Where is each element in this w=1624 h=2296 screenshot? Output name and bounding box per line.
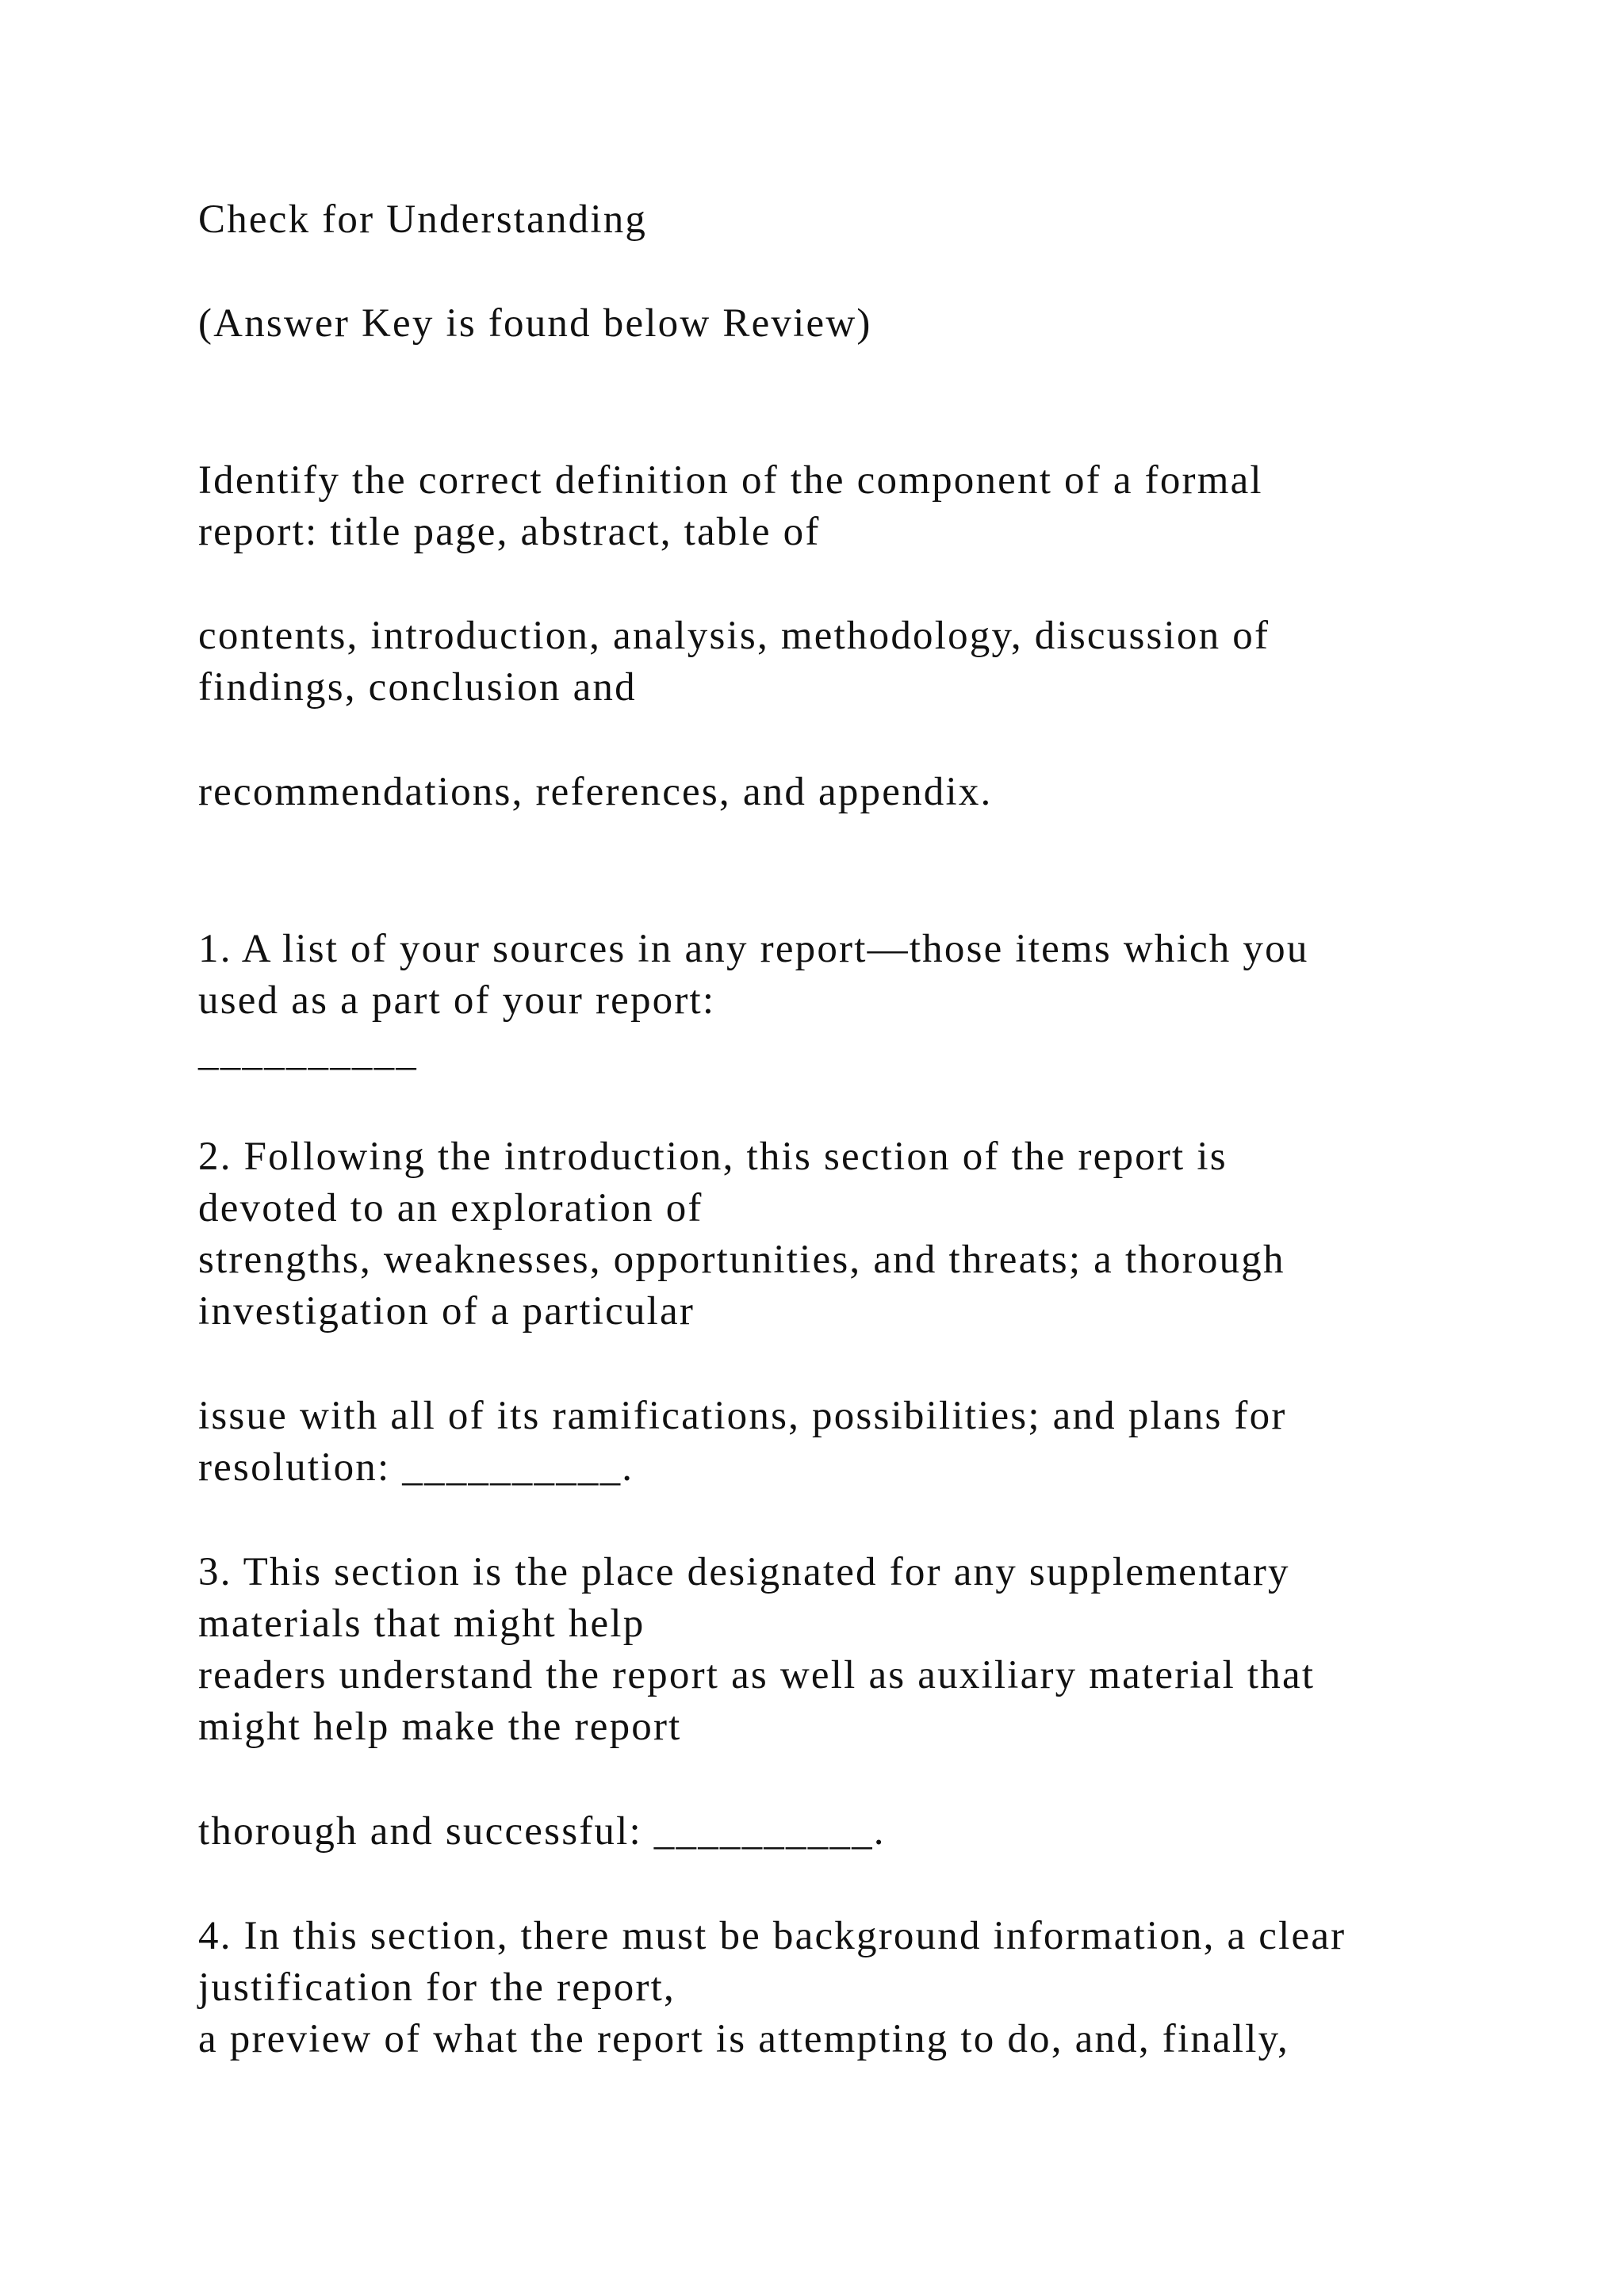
- question-1-line: used as a part of your report:: [198, 978, 716, 1023]
- question-2-line: devoted to an exploration of: [198, 1186, 703, 1230]
- question-2-line: resolution: __________.: [198, 1445, 634, 1490]
- question-1-line: 1. A list of your sources in any report—those items which you: [198, 927, 1309, 971]
- question-2-line: investigation of a particular: [198, 1289, 695, 1334]
- instructions-line: recommendations, references, and appendix.: [198, 770, 993, 814]
- instructions-line: Identify the correct definition of the component of a formal: [198, 458, 1263, 503]
- question-3-line: readers understand the report as well as auxiliary material that: [198, 1653, 1316, 1697]
- question-2-line: strengths, weaknesses, opportunities, and threats; a thorough: [198, 1238, 1285, 1282]
- question-3-line: materials that might help: [198, 1601, 645, 1646]
- question-4-line: a preview of what the report is attempting to do, and, finally,: [198, 2017, 1289, 2061]
- question-2-line: issue with all of its ramifications, possibilities; and plans for: [198, 1394, 1287, 1438]
- instructions-line: report: title page, abstract, table of: [198, 510, 821, 554]
- page-heading: Check for Understanding: [198, 197, 648, 242]
- question-3-line: 3. This section is the place designated for any supplementary: [198, 1550, 1290, 1594]
- question-3-line: thorough and successful: __________.: [198, 1809, 886, 1854]
- instructions-line: contents, introduction, analysis, methodology, discussion of: [198, 614, 1270, 658]
- instructions-line: findings, conclusion and: [198, 665, 637, 710]
- question-3-line: might help make the report: [198, 1705, 682, 1749]
- question-4-line: justification for the report,: [198, 1965, 676, 2010]
- question-1-blank: __________: [198, 1030, 418, 1074]
- question-4-line: 4. In this section, there must be background information, a clear: [198, 1914, 1346, 1958]
- answer-key-note: (Answer Key is found below Review): [198, 301, 872, 346]
- question-2-line: 2. Following the introduction, this section of the report is: [198, 1135, 1228, 1179]
